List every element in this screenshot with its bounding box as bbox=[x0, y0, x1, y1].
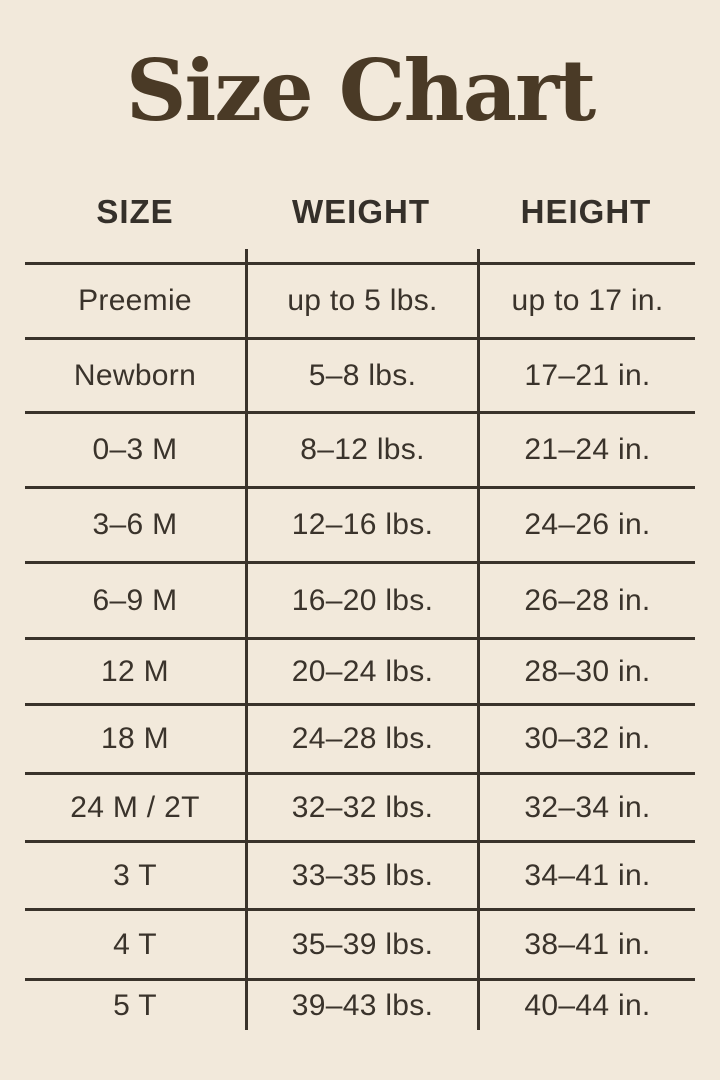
stub-cell bbox=[25, 249, 245, 262]
table-row-18m bbox=[25, 703, 695, 772]
table-row-24m-2t bbox=[25, 772, 695, 840]
size-cell: Preemie bbox=[78, 284, 192, 317]
stub-cell bbox=[477, 249, 695, 262]
size-cell: 18 M bbox=[101, 722, 169, 755]
height-cell: 21–24 in. bbox=[477, 414, 695, 486]
weight-cell: 8–12 lbs. bbox=[245, 414, 477, 486]
table-row-3-6m bbox=[25, 486, 695, 561]
weight-cell: 20–24 lbs. bbox=[245, 640, 477, 703]
weight-cell: 35–39 lbs. bbox=[245, 911, 477, 978]
weight-cell: 12–16 lbs. bbox=[245, 489, 477, 561]
height-cell: up to 17 in. bbox=[477, 265, 695, 337]
size-cell: 4 T bbox=[113, 927, 157, 961]
divider-stub-row bbox=[25, 249, 695, 262]
height-cell: 30–32 in. bbox=[477, 706, 695, 772]
height-cell: 40–44 in. bbox=[477, 981, 695, 1030]
size-cell: 3 T bbox=[113, 858, 157, 892]
table-row-preemie bbox=[25, 262, 695, 337]
size-cell: 3–6 M bbox=[92, 508, 178, 541]
page-title: Size Chart bbox=[125, 41, 595, 140]
table-header-row bbox=[25, 174, 695, 249]
height-cell: 34–41 in. bbox=[477, 843, 695, 908]
height-cell: 38–41 in. bbox=[477, 911, 695, 978]
weight-cell: 24–28 lbs. bbox=[245, 706, 477, 772]
size-cell: 6–9 M bbox=[92, 583, 178, 617]
weight-cell: 16–20 lbs. bbox=[245, 564, 477, 637]
height-cell: 26–28 in. bbox=[477, 564, 695, 637]
weight-cell: up to 5 lbs. bbox=[245, 265, 477, 337]
height-cell: 17–21 in. bbox=[477, 340, 695, 411]
size-cell: 0–3 M bbox=[92, 433, 178, 466]
table-row-4t bbox=[25, 908, 695, 978]
table-row-6-9m bbox=[25, 561, 695, 637]
column-header-size: SIZE bbox=[96, 192, 174, 230]
weight-cell: 39–43 lbs. bbox=[245, 981, 477, 1030]
height-cell: 28–30 in. bbox=[477, 640, 695, 703]
table-row-0-3m bbox=[25, 411, 695, 486]
stub-cell bbox=[245, 249, 477, 262]
weight-cell: 5–8 lbs. bbox=[245, 340, 477, 411]
column-header-height: HEIGHT bbox=[520, 192, 652, 230]
size-cell: 24 M / 2T bbox=[70, 790, 200, 824]
size-cell: 5 T bbox=[113, 988, 157, 1022]
table-row-3t bbox=[25, 840, 695, 908]
table-row-12m bbox=[25, 637, 695, 703]
table-row-5t bbox=[25, 978, 695, 1030]
table-row-newborn bbox=[25, 337, 695, 411]
size-cell: 12 M bbox=[101, 654, 169, 688]
height-cell: 32–34 in. bbox=[477, 775, 695, 840]
weight-cell: 33–35 lbs. bbox=[245, 843, 477, 908]
size-cell: Newborn bbox=[73, 358, 197, 392]
column-header-weight: WEIGHT bbox=[292, 192, 430, 230]
height-cell: 24–26 in. bbox=[477, 489, 695, 561]
size-chart-table bbox=[25, 174, 695, 1030]
weight-cell: 32–32 lbs. bbox=[245, 775, 477, 840]
